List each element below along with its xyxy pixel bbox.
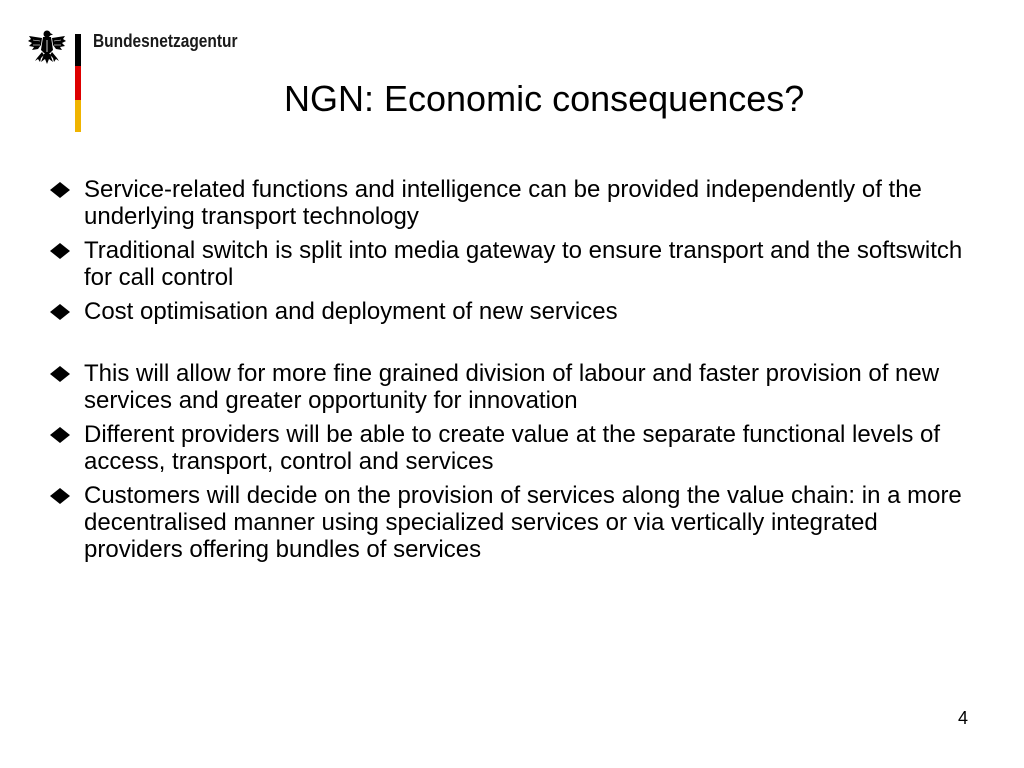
bullet-item <box>48 298 968 325</box>
bullet-text: Service-related functions and intelligence can be provided independently of the underlying transport technology <box>84 176 922 230</box>
bullet-list <box>48 176 968 570</box>
bullet-item <box>48 421 968 475</box>
federal-eagle-icon <box>27 28 67 70</box>
diamond-bullet-icon <box>50 488 70 504</box>
bullet-text: Different providers will be able to create value at the separate functional levels of access, transport, control and services <box>84 421 941 475</box>
flag-stripe-red <box>75 66 81 99</box>
diamond-bullet-icon <box>50 182 70 198</box>
diamond-bullet-icon <box>50 243 70 259</box>
diamond-bullet-icon <box>50 427 70 443</box>
organization-name: Bundesnetzagentur <box>93 31 238 51</box>
flag-stripe-black <box>75 34 81 66</box>
diamond-bullet-icon <box>50 304 70 320</box>
bullet-item <box>48 237 968 291</box>
page-number: 4 <box>958 708 969 728</box>
bullet-item <box>48 176 968 230</box>
bullet-text: This will allow for more fine grained division of labour and faster provision of new services and greater opportunity for innovation <box>84 360 940 414</box>
german-flag-bar <box>75 34 81 132</box>
flag-stripe-gold <box>75 100 81 132</box>
bullet-text: Cost optimisation and deployment of new services <box>84 298 618 325</box>
bullet-text: Customers will decide on the provision of services along the value chain: in a more decentralised manner using specialized services or via vertically integrated providers offering bundles of services <box>84 482 962 563</box>
bullet-text: Traditional switch is split into media gateway to ensure transport and the softswitch for call control <box>84 237 963 291</box>
slide-title: NGN: Economic consequences? <box>284 78 805 119</box>
diamond-bullet-icon <box>50 366 70 382</box>
bullet-item <box>48 360 968 414</box>
bullet-item <box>48 482 968 563</box>
